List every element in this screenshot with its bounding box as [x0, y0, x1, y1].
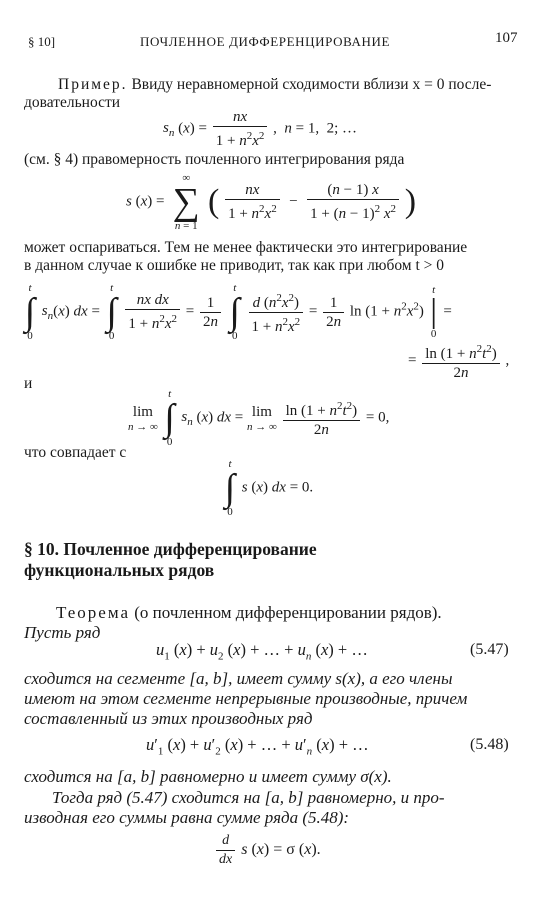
- theorem-line-1: сходится на сегменте [a, b], имеет сумму s(x), а его члены: [24, 669, 453, 688]
- theorem-line-5: Тогда ряд (5.47) сходится на [a, b] равномерно, и про-: [52, 788, 445, 807]
- theorem-line-3: составленный из этих производных ряд: [24, 709, 313, 728]
- theorem-let: Пусть ряд: [24, 623, 101, 642]
- final-integral: t ∫ 0 s (x) dx = 0.: [224, 458, 314, 518]
- example-line-2: довательности: [24, 94, 121, 111]
- running-head-title: ПОЧЛЕННОЕ ДИФФЕРЕНЦИРОВАНИЕ: [140, 34, 391, 49]
- equation-5-48-number: (5.48): [470, 736, 509, 753]
- integral-result: = $\frac{\ln (1 + n^2t^2)}{2n}$ ,: [408, 340, 509, 382]
- sequence-formula: $s_n$ (x) = $\frac{nx}{1 + n^2x^2}$ , n = 1, 2; …: [163, 109, 358, 149]
- text-line-1: может оспариваться. Тем не менее фактически это интегрирование: [24, 239, 468, 256]
- equation-5-48: $u'_1$ $(x) + u'_2$ (x) + … + $u'_n$ (x) + …: [146, 735, 369, 758]
- coincides-text: что совпадает с: [24, 444, 127, 461]
- theorem-line-4: сходится на [a, b] равномерно и имеет сумму σ(x).: [24, 767, 392, 786]
- example-line-1: [58, 75, 491, 94]
- equation-5-47: $u_1$ $(x) + u_2$ (x) + … + $u_n$ (x) + …: [156, 640, 368, 663]
- and-word: и: [24, 375, 33, 392]
- theorem-lead: Теорема: [56, 603, 131, 622]
- integral-chain: t ∫ 0 $s_n(x)$ dx = t ∫ 0 $\frac{\text{nx dx}}{1 + n^2x^2}$ = $\frac{1}{2n}$ t ∫ 0 $\frac{d (n^2x^2)}{1 + n^2x^2}$ = $\frac{1}{2n}$ $\ln (1 + n^2x^2)$ t | 0 =: [24, 282, 452, 342]
- reference-line: (см. § 4) правомерность почленного интегрирования ряда: [24, 151, 405, 168]
- series-formula: s (x) = ∞ ∑ n = 1 ( $\frac{nx}{1 + n^2x^2}$ − $\frac{(n - 1) x}{1 + (n - 1)^2 x^2}$ ): [126, 172, 417, 232]
- page-number: 107: [495, 30, 518, 46]
- limit-formula: lim n → ∞ t ∫ 0 $s_n$ (x) dx = lim n → ∞ $\frac{\ln (1 + n^2t^2)}{2n}$ = 0,: [128, 388, 390, 448]
- theorem-heading: [56, 602, 442, 624]
- running-head-section: § 10]: [28, 34, 56, 49]
- section-title-line-1: § 10. Почленное дифференцирование: [24, 539, 317, 559]
- derivative-equation: $\frac{d}{dx}$ s (x) = σ (x).: [214, 832, 321, 869]
- theorem-line-6: изводная его суммы равна сумме ряда (5.48):: [24, 808, 350, 827]
- example-line-1-text: Ввиду неравномерной сходимости вблизи x = 0 после-: [127, 76, 492, 93]
- theorem-paren: (о почленном дифференцировании рядов).: [130, 603, 442, 622]
- theorem-line-2: имеют на этом сегменте непрерывные производные, причем: [24, 689, 468, 708]
- text-line-2: в данном случае к ошибке не приводит, так как при любом t > 0: [24, 257, 445, 274]
- section-title-line-2: функциональных рядов: [24, 560, 215, 580]
- equation-5-47-number: (5.47): [470, 641, 509, 658]
- example-lead: Пример.: [58, 76, 128, 93]
